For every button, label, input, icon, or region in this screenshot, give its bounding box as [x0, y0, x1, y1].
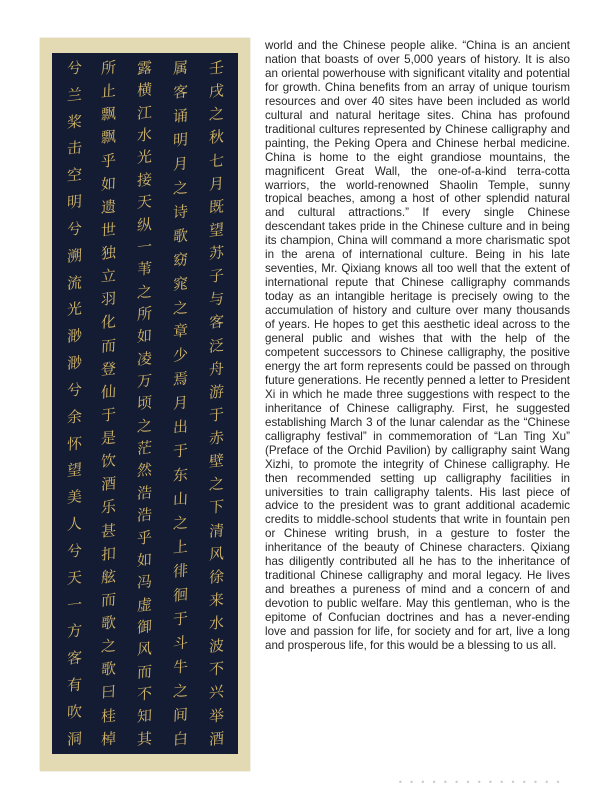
calligraphy-character: 于	[173, 609, 189, 629]
calligraphy-character: 兮	[67, 219, 83, 239]
calligraphy-character: 之	[173, 680, 189, 701]
calligraphy-character: 于	[209, 405, 225, 425]
calligraphy-character: 水	[209, 613, 225, 633]
calligraphy-panel	[52, 53, 238, 754]
calligraphy-character: 露	[137, 58, 153, 78]
calligraphy-character: 山	[173, 489, 189, 510]
calligraphy-character: 下	[209, 497, 225, 518]
calligraphy-character: 方	[67, 621, 83, 642]
calligraphy-character: 上	[173, 537, 189, 557]
calligraphy-character: 兮	[67, 58, 83, 78]
calligraphy-character: 一	[137, 237, 153, 257]
calligraphy-column-1	[206, 58, 228, 749]
calligraphy-character: 而	[137, 661, 153, 682]
calligraphy-character: 如	[137, 326, 153, 347]
calligraphy-character: 棹	[101, 728, 117, 749]
calligraphy-character: 明	[67, 192, 83, 213]
calligraphy-character: 兮	[67, 380, 83, 400]
calligraphy-character: 凌	[137, 348, 153, 369]
calligraphy-character: 客	[209, 312, 225, 333]
calligraphy-character: 而	[101, 590, 117, 610]
calligraphy-character: 然	[137, 460, 153, 481]
calligraphy-character: 击	[67, 138, 83, 159]
calligraphy-character: 属	[173, 58, 189, 78]
calligraphy-character: 登	[101, 358, 117, 379]
calligraphy-character: 牛	[173, 656, 189, 677]
calligraphy-character: 知	[137, 706, 153, 727]
calligraphy-character: 江	[137, 102, 153, 123]
calligraphy-character: 酒	[209, 728, 225, 749]
calligraphy-character: 光	[137, 147, 153, 168]
calligraphy-character: 窕	[173, 273, 189, 294]
calligraphy-character: 来	[209, 590, 225, 610]
calligraphy-character: 徊	[173, 585, 189, 605]
calligraphy-character: 之	[137, 415, 153, 436]
calligraphy-character: 焉	[173, 369, 189, 390]
calligraphy-character: 七	[209, 150, 225, 171]
calligraphy-character: 所	[137, 304, 153, 324]
calligraphy-character: 月	[173, 393, 189, 414]
calligraphy-character: 兮	[67, 541, 83, 561]
calligraphy-character: 顷	[137, 393, 153, 414]
calligraphy-character: 兰	[67, 84, 83, 105]
calligraphy-character: 御	[137, 617, 153, 637]
calligraphy-character: 流	[67, 272, 83, 293]
calligraphy-character: 清	[209, 520, 225, 541]
calligraphy-character: 飘	[101, 104, 117, 125]
calligraphy-character: 遗	[101, 196, 117, 217]
calligraphy-character: 浩	[137, 482, 153, 503]
calligraphy-character: 壬	[209, 58, 225, 78]
calligraphy-character: 化	[101, 312, 117, 333]
calligraphy-character: 止	[101, 81, 117, 101]
calligraphy-character: 美	[67, 487, 83, 508]
calligraphy-character: 乐	[101, 497, 117, 518]
calligraphy-character: 之	[137, 281, 153, 302]
calligraphy-character: 客	[173, 82, 189, 102]
article-body: world and the Chinese people alike. “China is an ancient nation that boasts of over 5,000 years of history. It is also an oriental powerhouse with significant vitality and potential for growth. China benefits from an array of unique tourism resources and over 40 sites have been included as world cultural and natural heritage sites. China has profound traditional cultures represented by Chinese calligraphy and painting, the Peking Opera and Chinese herbal medicine. China is home to the eight grandiose mountains, the magnificent Great Wall, the one-of-a-kind terra-cotta warriors, the world-renowned Shaolin Temple, sunny tropical beaches, among a host of other splendid natural and cultural attractions.” If every single Chinese descendant takes pride in the Chinese culture and in being its champion, China will command a more charismatic spot in the arena of international culture. Being in his late seventies, Mr. Qixiang knows all too well that the extent of international repute that Chinese calligraphy commands today as an intangible heritage is precisely owing to the accumulation of history and culture over many thousands of years. He hopes to get this aesthetic ideal across to the general public and wishes that with the help of the competent successors to Chinese calligraphy, the positive energy the art form represents could be passed on through future generations. He recently penned a letter to President Xi in which he made three suggestions with respect to the inheritance of Chinese calligraphy. First, he suggested establishing March 3 of the lunar calendar as the “Chinese calligraphy festival” in commemoration of “Lan Ting Xu” (Preface of the Orchid Pavilion) by calligraphy saint Wang Xizhi, to promote the integrity of Chinese calligraphy. He then recommended setting up calligraphy facilities in universities to train calligraphy talents. His last piece of advice to the president was to grant additional academic credits to middle-school students that write in fountain pen or Chinese writing brush, in a gesture to foster the inheritance of the beauty of Chinese characters. Qixiang has diligently contributed all he has to the inheritance of traditional Chinese calligraphy and moral legacy. He lives and breathes a pureness of mind and a concern of and devotion to public welfare. May this gentleman, who is the epitome of Confucian doctrines and has a never-ending love and passion for life, for society and for art, live a long and prosperous life, for this would be a blessing to us all.	[265, 39, 570, 652]
calligraphy-column-4	[98, 58, 120, 749]
calligraphy-character: 客	[67, 648, 83, 669]
calligraphy-character: 舟	[209, 358, 225, 379]
calligraphy-character: 斗	[173, 633, 189, 653]
calligraphy-character: 饮	[101, 451, 117, 471]
calligraphy-character: 甚	[101, 520, 117, 541]
calligraphy-character: 扣	[101, 543, 117, 564]
calligraphy-character: 冯	[137, 572, 153, 593]
calligraphy-character: 一	[67, 594, 83, 615]
calligraphy-character: 所	[101, 58, 117, 78]
calligraphy-character: 之	[101, 636, 117, 656]
calligraphy-character: 章	[173, 321, 189, 342]
calligraphy-character: 之	[209, 104, 225, 125]
calligraphy-character: 独	[101, 243, 117, 263]
calligraphy-character: 于	[173, 441, 189, 462]
calligraphy-character: 东	[173, 465, 189, 486]
calligraphy-character: 虚	[137, 594, 153, 615]
calligraphy-character: 桨	[67, 111, 83, 132]
calligraphy-character: 乎	[101, 150, 117, 171]
calligraphy-character: 间	[173, 704, 189, 725]
calligraphy-character: 天	[137, 192, 153, 213]
calligraphy-character: 万	[137, 371, 153, 391]
calligraphy-character: 洞	[67, 728, 83, 749]
calligraphy-character: 是	[101, 428, 117, 448]
calligraphy-character: 窈	[173, 249, 189, 270]
calligraphy-character: 溯	[67, 245, 83, 266]
calligraphy-character: 月	[209, 173, 225, 194]
calligraphy-scroll	[40, 38, 250, 771]
calligraphy-character: 诵	[173, 106, 189, 126]
calligraphy-character: 余	[67, 406, 83, 427]
calligraphy-character: 渺	[67, 353, 83, 373]
calligraphy-character: 月	[173, 153, 189, 174]
calligraphy-character: 浩	[137, 505, 153, 526]
calligraphy-character: 诗	[173, 201, 189, 222]
calligraphy-character: 天	[67, 567, 83, 588]
calligraphy-character: 水	[137, 125, 153, 145]
calligraphy-character: 歌	[173, 225, 189, 246]
calligraphy-column-3	[134, 58, 156, 749]
calligraphy-character: 戌	[209, 81, 225, 101]
calligraphy-character: 明	[173, 129, 189, 150]
calligraphy-character: 世	[101, 220, 117, 240]
calligraphy-character: 有	[67, 675, 83, 695]
calligraphy-character: 游	[209, 381, 225, 402]
footer-dots: • • • • • • • • • • • • • • •	[398, 778, 563, 787]
calligraphy-character: 仙	[101, 381, 117, 402]
calligraphy-character: 如	[137, 550, 153, 570]
calligraphy-character: 风	[209, 543, 225, 564]
calligraphy-character: 秋	[209, 127, 225, 148]
calligraphy-character: 于	[101, 405, 117, 425]
calligraphy-character: 其	[137, 728, 153, 749]
calligraphy-character: 人	[67, 514, 83, 534]
calligraphy-character: 羽	[101, 289, 117, 310]
calligraphy-character: 不	[209, 659, 225, 680]
calligraphy-character: 与	[209, 289, 225, 310]
calligraphy-character: 飘	[101, 127, 117, 148]
calligraphy-character: 桂	[101, 705, 117, 726]
calligraphy-character: 怀	[67, 433, 83, 454]
calligraphy-character: 茫	[137, 438, 153, 458]
calligraphy-character: 光	[67, 299, 83, 320]
calligraphy-character: 如	[101, 173, 117, 194]
calligraphy-character: 望	[209, 220, 225, 240]
calligraphy-character: 徘	[173, 561, 189, 581]
calligraphy-character: 而	[101, 335, 117, 356]
calligraphy-character: 歌	[101, 659, 117, 680]
calligraphy-character: 接	[137, 169, 153, 190]
calligraphy-character: 望	[67, 460, 83, 481]
calligraphy-character: 子	[209, 266, 225, 286]
calligraphy-character: 出	[173, 417, 189, 438]
calligraphy-character: 壁	[209, 451, 225, 471]
calligraphy-character: 之	[173, 297, 189, 318]
calligraphy-character: 波	[209, 636, 225, 656]
calligraphy-column-5	[64, 58, 86, 749]
calligraphy-character: 风	[137, 639, 153, 660]
calligraphy-character: 之	[173, 177, 189, 198]
calligraphy-character: 空	[67, 165, 83, 186]
calligraphy-character: 之	[173, 513, 189, 533]
calligraphy-character: 徐	[209, 566, 225, 587]
calligraphy-character: 苏	[209, 243, 225, 263]
calligraphy-column-2	[170, 58, 192, 749]
calligraphy-character: 白	[173, 728, 189, 749]
calligraphy-character: 曰	[101, 682, 117, 703]
calligraphy-character: 酒	[101, 474, 117, 495]
calligraphy-character: 乎	[137, 527, 153, 548]
calligraphy-character: 歌	[101, 613, 117, 633]
calligraphy-character: 苇	[137, 259, 153, 280]
calligraphy-character: 举	[209, 705, 225, 726]
calligraphy-character: 之	[209, 474, 225, 495]
calligraphy-character: 兴	[209, 682, 225, 703]
calligraphy-character: 纵	[137, 214, 153, 235]
calligraphy-character: 泛	[209, 335, 225, 356]
calligraphy-character: 舷	[101, 566, 117, 587]
calligraphy-character: 既	[209, 196, 225, 217]
calligraphy-character: 渺	[67, 326, 83, 347]
calligraphy-character: 吹	[67, 702, 83, 722]
calligraphy-character: 横	[137, 80, 153, 101]
calligraphy-character: 少	[173, 345, 189, 366]
calligraphy-character: 立	[101, 266, 117, 286]
calligraphy-character: 赤	[209, 428, 225, 448]
calligraphy-character: 不	[137, 684, 153, 704]
